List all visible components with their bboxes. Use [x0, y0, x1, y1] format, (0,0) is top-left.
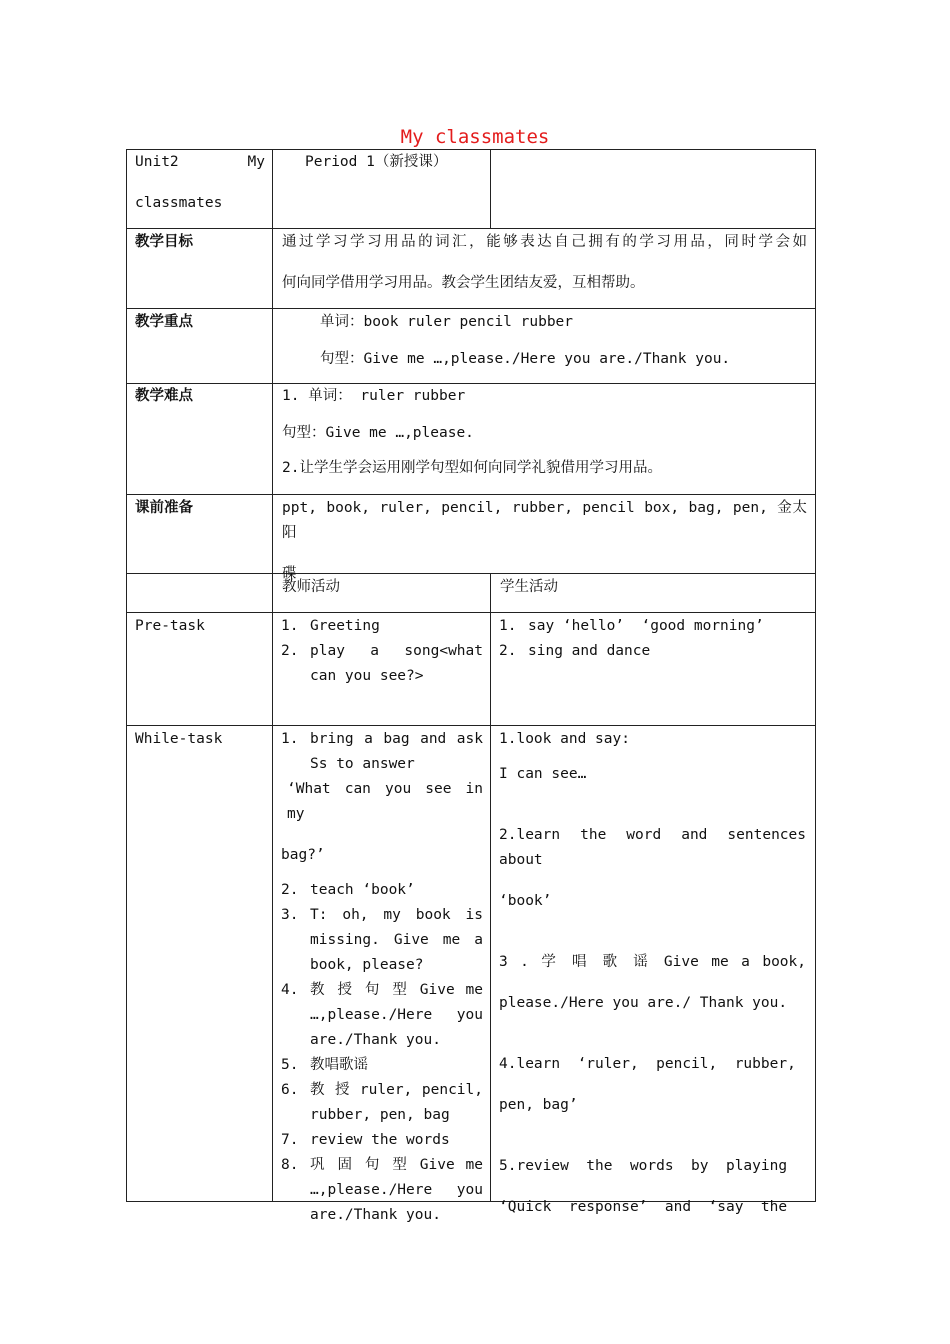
student-step-5-detail: ‘Quick response’ and ‘say the	[499, 1199, 788, 1215]
list-item	[281, 1153, 483, 1228]
focus-line-1: 单词：book ruler pencil rubber	[320, 314, 574, 330]
student-step-4-detail: pen, bag’	[499, 1097, 578, 1113]
prep-line-1: ppt, book, ruler, pencil, rubber, pencil box, bag, pen, 金太阳	[282, 500, 807, 541]
item-text: 教 授 句 型 Give me …,please./Here you are./Thank you.	[310, 982, 483, 1048]
item-text: bring a bag and ask Ss to answer	[310, 731, 483, 772]
row-border	[126, 612, 816, 613]
focus-label: 教学重点	[135, 314, 193, 330]
student-step-5: 5.review the words by playing	[499, 1158, 788, 1174]
item-number: 4.	[281, 982, 299, 998]
item-number: 3.	[281, 907, 299, 923]
pretask-teacher	[281, 614, 483, 689]
list-item	[281, 614, 483, 639]
student-activity-header: 学生活动	[500, 579, 558, 595]
prep-label: 课前准备	[135, 500, 193, 516]
item-number: 2.	[281, 882, 299, 898]
pretask-label: Pre-task	[135, 618, 205, 634]
student-step-1-detail: I can see…	[499, 766, 587, 782]
difficulty-line-2: 句型：Give me …,please.	[282, 425, 474, 441]
item-number: 2.	[499, 643, 517, 659]
item-number: 5.	[281, 1057, 299, 1073]
row-border	[126, 308, 816, 309]
prep-line-2: 碟	[282, 566, 297, 582]
list-item	[281, 878, 483, 903]
item-text: 教唱歌谣	[310, 1057, 368, 1073]
list-item	[281, 1053, 483, 1078]
list-item	[281, 1078, 483, 1128]
prep-text	[282, 496, 807, 587]
item-number: 1.	[281, 731, 299, 747]
item-number: 7.	[281, 1132, 299, 1148]
focus-line-2: 句型：Give me …,please./Here you are./Thank you.	[320, 351, 731, 367]
col-border	[126, 149, 127, 1202]
unit-word-2: classmates	[135, 195, 223, 211]
item-number: 2.	[281, 643, 299, 659]
student-step-3: 3 . 学 唱 歌 谣 Give me a book,	[499, 954, 806, 970]
item-text: ‘What can you see in my	[287, 781, 483, 822]
whiletask-student	[499, 727, 806, 1220]
goal-text	[282, 230, 807, 296]
col-border	[815, 149, 816, 1202]
list-item	[281, 978, 483, 1053]
difficulty-line-1: 1. 单词： ruler rubber	[282, 388, 466, 404]
item-number: 6.	[281, 1082, 299, 1098]
row-border	[126, 228, 816, 229]
list-item	[281, 727, 483, 777]
item-text: bag?’	[281, 847, 325, 863]
goal-label: 教学目标	[135, 234, 193, 250]
difficulty-label: 教学难点	[135, 388, 193, 404]
item-text: teach ‘book’	[310, 882, 415, 898]
whiletask-teacher	[281, 727, 483, 1228]
item-number: 1.	[499, 618, 517, 634]
col-border	[490, 573, 491, 1202]
student-step-2: 2.learn the word and sentences about	[499, 827, 806, 868]
item-text: play a song<what can you see?>	[310, 643, 483, 684]
list-item	[499, 614, 809, 639]
difficulty-line-3: 2.让学生学会运用刚学句型如何向同学礼貌借用学习用品。	[282, 460, 662, 476]
whiletask-label: While-task	[135, 731, 223, 747]
item-number: 1.	[281, 618, 299, 634]
goal-line-1: 通过学习学习用品的词汇，能够表达自己拥有的学习用品，同时学会如	[282, 234, 807, 250]
unit-cell	[135, 150, 265, 216]
list-item	[281, 1128, 483, 1153]
unit-number: Unit2	[135, 154, 179, 170]
item-text: T: oh, my book is missing. Give me a book, please?	[310, 907, 483, 973]
col-border	[490, 149, 491, 229]
teacher-activity-header: 教师活动	[282, 579, 340, 595]
row-border	[126, 494, 816, 495]
pretask-student	[499, 614, 809, 664]
item-text: Greeting	[310, 618, 380, 634]
student-step-3-detail: please./Here you are./ Thank you.	[499, 995, 788, 1011]
focus-text	[320, 310, 810, 372]
list-item	[281, 639, 483, 689]
student-step-2-detail: ‘book’	[499, 893, 552, 909]
item-number: 8.	[281, 1157, 299, 1173]
student-step-1: 1.look and say:	[499, 731, 630, 747]
page-title: My classmates	[400, 126, 550, 148]
item-text: sing and dance	[528, 643, 651, 659]
item-text: 巩 固 句 型 Give me …,please./Here you are./Thank you.	[310, 1157, 483, 1223]
col-border	[272, 149, 273, 1202]
goal-line-2: 何向同学借用学习用品。教会学生团结友爱，互相帮助。	[282, 275, 645, 291]
list-item	[499, 639, 809, 664]
difficulty-text	[282, 384, 807, 481]
period-cell: Period 1（新授课）	[305, 154, 448, 170]
row-border	[126, 725, 816, 726]
item-text: say ‘hello’ ‘good morning’	[528, 618, 764, 634]
student-step-4: 4.learn ‘ruler, pencil, rubber,	[499, 1056, 796, 1072]
list-item	[281, 903, 483, 978]
item-text: 教 授 ruler, pencil, rubber, pen, bag	[310, 1082, 483, 1123]
unit-word: My	[247, 154, 265, 170]
item-text: review the words	[310, 1132, 450, 1148]
